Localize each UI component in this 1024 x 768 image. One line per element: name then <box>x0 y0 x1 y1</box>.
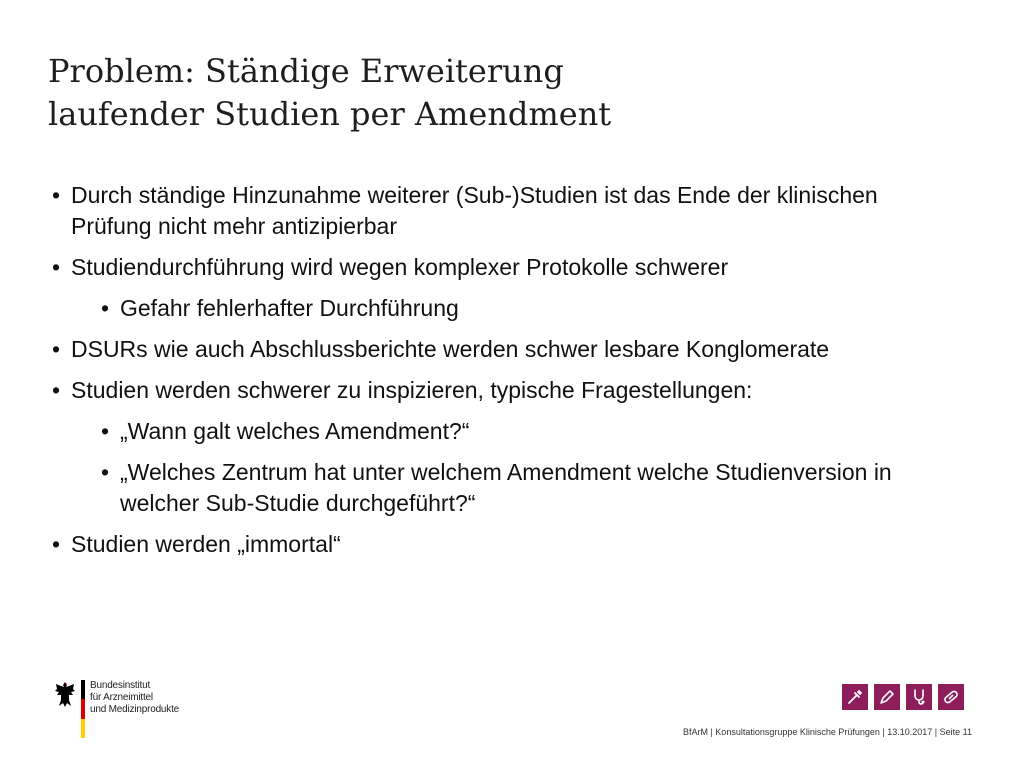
logo-text <box>90 680 179 716</box>
bullet-item: • Durch ständige Hinzunahme weiterer (Sub-)Studien ist das Ende der klinischen Prüfung nicht mehr antizipierbar <box>52 180 952 242</box>
bullet-list <box>52 180 952 570</box>
sub-bullet-item: • Gefahr fehlerhafter Durchführung <box>101 293 952 324</box>
footer-icons <box>842 684 964 712</box>
bullet-item: • Studien werden „immortal“ <box>52 529 952 560</box>
german-flag-bar <box>81 680 85 738</box>
logo-line-2: für Arzneimittel <box>90 692 153 703</box>
title-line-1: Problem: Ständige Erweiterung <box>48 52 564 90</box>
stethoscope-icon <box>906 684 932 710</box>
federal-eagle-icon <box>54 680 76 710</box>
syringe-icon <box>842 684 868 710</box>
slide-title <box>48 50 948 136</box>
sub-bullet-item: • „Welches Zentrum hat unter welchem Amendment welche Studienversion in welcher Sub-Studie durchgeführt?“ <box>101 457 952 519</box>
pill-icon <box>938 684 964 710</box>
sub-bullet-item: • „Wann galt welches Amendment?“ <box>101 416 952 447</box>
footer-text: BfArM | Konsultationsgruppe Klinische Prüfungen | 13.10.2017 | Seite 11 <box>682 727 972 737</box>
bullet-item: • Studiendurchführung wird wegen komplexer Protokolle schwerer <box>52 252 952 283</box>
bullet-item: • Studien werden schwerer zu inspizieren, typische Fragestellungen: <box>52 375 952 406</box>
bfarm-logo <box>54 680 254 740</box>
logo-line-1: Bundesinstitut <box>90 680 151 691</box>
bullet-item: • DSURs wie auch Abschlussberichte werden schwer lesbare Konglomerate <box>52 334 952 365</box>
logo-line-3: und Medizinprodukte <box>90 704 180 715</box>
title-line-2: laufender Studien per Amendment <box>48 95 612 133</box>
pen-icon <box>874 684 900 710</box>
